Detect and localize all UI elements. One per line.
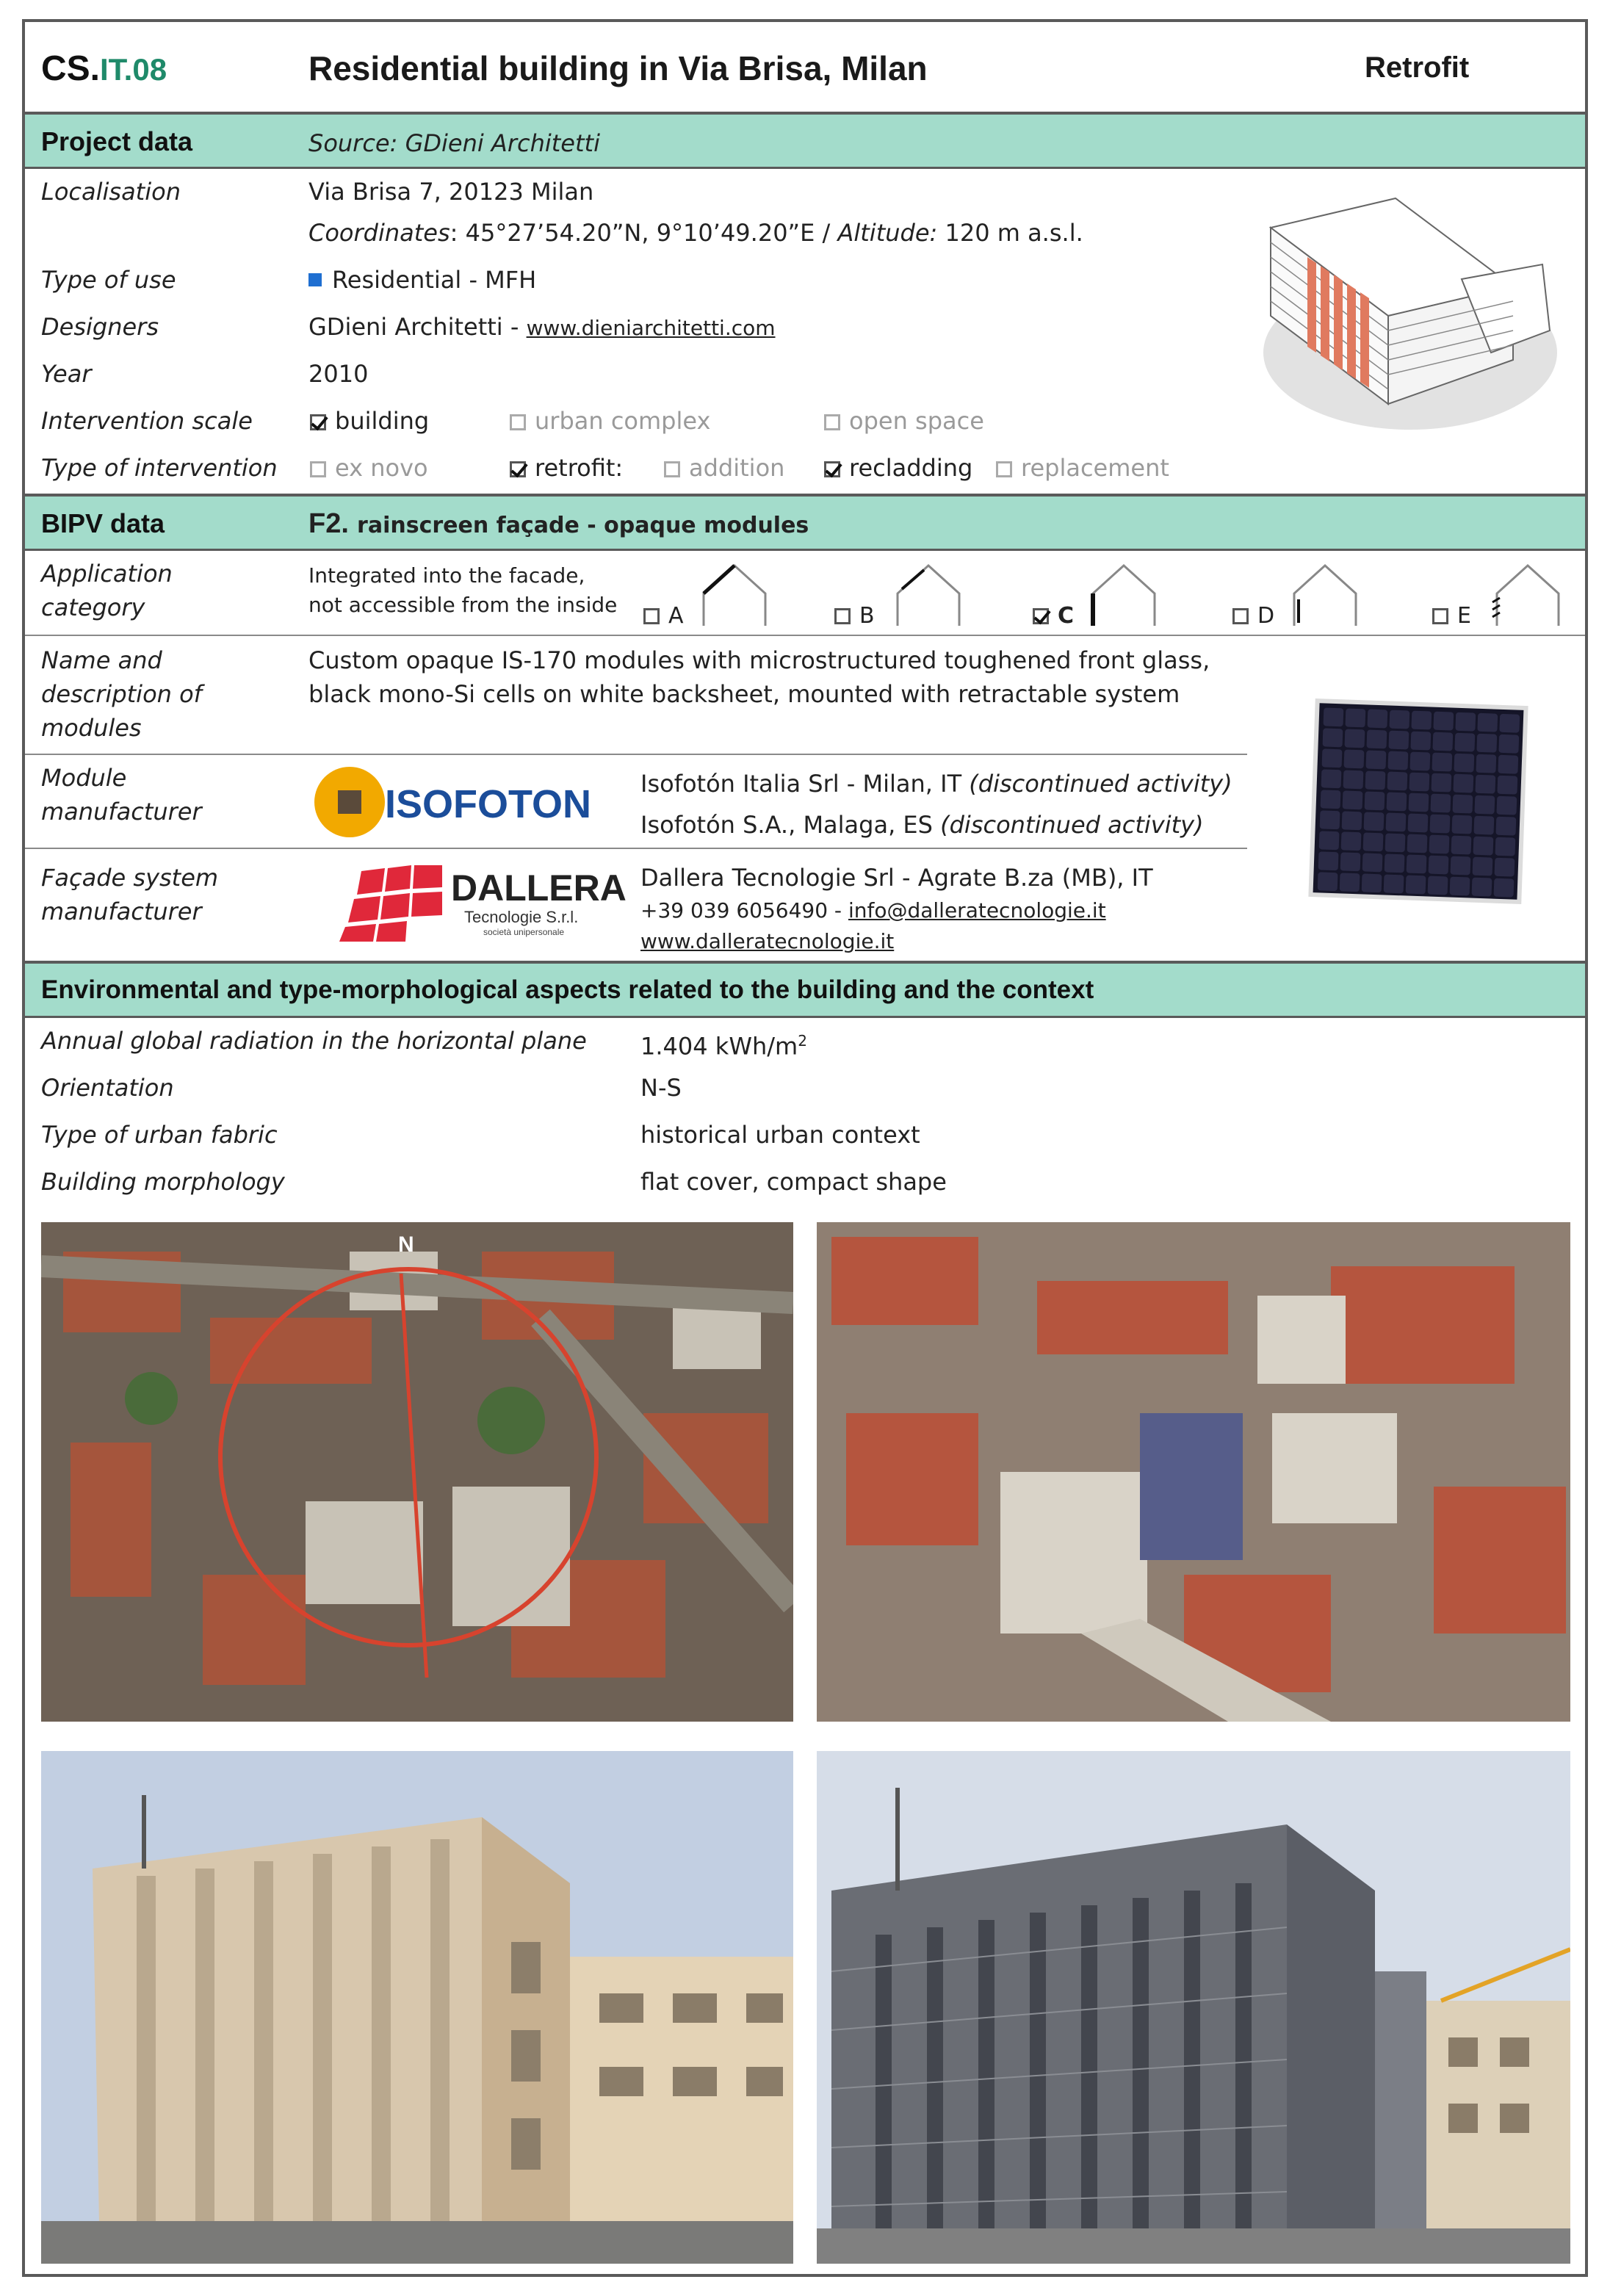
type-of-use-label: Type of use [41,266,176,294]
pv-cell [1451,836,1472,855]
checkbox-empty-icon [1232,608,1249,624]
designers-value: GDieni Architetti - www.dieniarchitetti.com [308,313,776,341]
module-name-label: Name and description of modules [41,646,202,742]
pv-cell [1365,791,1385,810]
pv-cell [1367,710,1387,729]
pv-cell [1498,734,1519,754]
aerial-map-photo [41,1222,793,1722]
checkbox-checked-icon [510,461,526,477]
pv-cell [1429,835,1450,854]
building-before-photo [41,1751,793,2264]
pv-cell [1365,770,1386,790]
pv-cell [1475,775,1495,794]
pv-cell [1473,837,1494,856]
pv-cell [1453,774,1473,793]
coordinates-line: Coordinates: 45°27’54.20”N, 9°10’49.20”E / Altitude: 120 m a.s.l. [308,219,1083,247]
north-marker: N [398,1232,414,1257]
year-value: 2010 [308,360,369,388]
pv-cell [1454,733,1475,752]
scale-open-space: open space [824,404,984,438]
pv-cell [1388,731,1409,750]
pv-cell [1476,734,1497,753]
divider [25,635,1585,636]
building-morphology-label: Building morphology [41,1168,285,1196]
pv-module-image [1304,695,1532,908]
house-roof-b-icon [892,561,965,627]
pv-cell [1343,770,1364,789]
intervention-addition: addition [664,451,784,485]
dallera-mark-icon [339,865,450,943]
pv-cell [1410,732,1431,751]
intervention-replacement: replacement [996,451,1169,485]
facade-manufacturer-contact: +39 039 6056490 - info@dalleratecnologie.it [640,898,1106,923]
pv-cell [1454,754,1474,773]
intervention-retrofit: retrofit: [510,451,623,485]
pv-cell [1477,713,1498,732]
pv-cell [1363,832,1384,851]
checkbox-checked-icon [824,461,840,477]
scale-building: building [310,404,429,438]
pv-cell [1494,878,1515,898]
pv-cell [1384,874,1404,893]
type-of-use-value: Residential - MFH [308,263,536,297]
house-facade-d-icon [1288,561,1362,627]
category-a: A [643,599,684,633]
pv-cell [1495,858,1515,877]
pv-cell [1324,707,1344,726]
divider [25,754,1247,755]
intervention-type-badge: Retrofit [1365,51,1470,84]
building-after-photo [817,1751,1570,2264]
aerial-oblique-photo [817,1222,1570,1722]
pv-cell [1407,855,1427,874]
pv-cell [1321,790,1341,809]
checkbox-checked-icon [310,414,326,430]
pv-cell [1340,873,1360,892]
type-of-intervention-label: Type of intervention [41,454,278,482]
pv-cell [1450,877,1470,896]
isofoton-sun-icon [311,764,388,840]
checkbox-empty-icon [1432,608,1448,624]
pv-cell [1411,711,1432,730]
module-manufacturer-2: Isofotón S.A., Malaga, ES (discontinued activity) [640,811,1204,839]
pv-cell [1432,753,1452,772]
urban-fabric-value: historical urban context [640,1121,920,1149]
pv-cell [1342,811,1362,830]
pv-cell [1323,728,1343,747]
pv-cell [1409,752,1430,771]
designers-label: Designers [41,313,159,341]
pv-cell [1387,772,1408,791]
checkbox-empty-icon [664,461,680,477]
category-e: E [1432,599,1471,633]
isofoton-logo: ISOFOTON [311,764,576,840]
facade-email-link[interactable]: info@dalleratecnologie.it [848,898,1106,923]
pv-cell [1387,751,1408,770]
pv-cell [1452,795,1473,814]
pv-cell [1497,776,1517,795]
pv-cell [1321,769,1342,788]
pv-cell [1320,810,1340,829]
house-shading-e-icon [1491,561,1564,627]
facade-web [640,927,894,956]
pv-cell [1498,755,1518,774]
page-title: Residential building in Via Brisa, Milan [308,49,928,87]
pv-cell [1474,795,1495,815]
pv-cell [1473,816,1494,835]
pv-cell [1407,834,1428,853]
checkbox-empty-icon [643,608,660,624]
bipv-data-heading: BIPV data [41,508,165,538]
pv-cell [1430,815,1451,834]
pv-cell [1429,856,1449,875]
pv-cell [1495,837,1515,856]
checkbox-empty-icon [310,461,326,477]
pv-cell [1431,794,1451,813]
pv-cell [1389,710,1409,729]
checkbox-empty-icon [834,608,851,624]
pv-cell [1318,851,1339,870]
pv-cell [1386,812,1407,831]
pv-cell [1344,749,1365,768]
building-axonometric-illustration [1249,184,1572,448]
pv-cell [1362,873,1382,892]
facade-manufacturer-label: Façade system manufacturer [41,864,219,925]
project-data-bar [25,112,1585,169]
orientation-value: N-S [640,1074,682,1102]
house-roof-a-icon [698,561,771,627]
pv-cell [1452,815,1473,834]
divider [25,848,1247,849]
radiation-value: 1.404 kWh/$m^2$ [640,1032,807,1061]
orientation-label: Orientation [41,1074,174,1102]
checkbox-empty-icon [510,414,526,430]
house-facade-c-icon [1087,561,1160,627]
pv-cell [1455,712,1476,732]
module-description: Custom opaque IS-170 modules with microstructured toughened front glass, black mono-Si cells on white backsheet, mounted with retractable system [308,646,1210,708]
application-description: Integrated into the facade, not accessible from the inside [308,563,618,617]
pv-cell [1476,754,1496,773]
year-label: Year [41,360,92,388]
pv-cell [1428,876,1448,895]
designers-link[interactable]: www.dieniarchitetti.com [526,316,776,340]
blue-square-icon [308,273,322,286]
checkbox-empty-icon [824,414,840,430]
bipv-system: F2. rainscreen façade - opaque modules [308,508,809,539]
pv-cell [1433,712,1454,731]
pv-cell [1362,853,1383,872]
pv-cell [1499,714,1520,733]
intervention-ex-novo: ex novo [310,451,428,485]
intervention-recladding: recladding [824,451,972,485]
pv-cell [1341,831,1362,851]
pv-cell [1322,748,1343,768]
pv-cell [1432,732,1453,751]
module-manufacturer-label: Module manufacturer [41,764,202,826]
radiation-label: Annual global radiation in the horizontal plane [41,1027,587,1055]
pv-cell [1431,773,1451,793]
pv-cell [1364,812,1385,831]
pv-cell [1496,796,1517,815]
pv-cell [1406,875,1426,894]
module-manufacturer-1: Isofotón Italia Srl - Milan, IT (discontinued activity) [640,770,1232,798]
pv-cell [1345,729,1365,748]
project-data-heading: Project data [41,126,193,156]
facade-web-link[interactable]: www.dalleratecnologie.it [640,929,895,953]
dallera-logo: DALLERA Tecnologie S.r.l. società unipersonale [339,864,589,945]
pv-cell [1409,773,1429,792]
environment-heading: Environmental and type-morphological aspects related to the building and the context [41,975,1094,1004]
category-c: C [1033,599,1074,633]
facade-manufacturer-name: Dallera Tecnologie Srl - Agrate B.za (MB), IT [640,864,1153,892]
localisation-label: Localisation [41,178,181,206]
pv-cell [1387,793,1407,812]
pv-cell [1473,857,1493,876]
pv-cell [1495,817,1516,836]
pv-cell [1385,853,1405,873]
scale-urban-complex: urban complex [510,404,710,438]
category-d: D [1232,599,1274,633]
pv-cell [1343,790,1363,809]
pv-cell [1408,814,1429,833]
project-source: Source: GDieni Architetti [308,129,600,157]
case-study-code: CS.IT.08 [41,49,167,88]
pv-cell [1451,856,1471,876]
pv-cell [1385,833,1406,852]
pv-cell [1318,872,1338,891]
urban-fabric-label: Type of urban fabric [41,1121,278,1149]
category-b: B [834,599,875,633]
application-category-label: Application category [41,560,173,621]
pv-cell [1472,878,1492,897]
pv-cell [1366,730,1387,749]
pv-cell [1409,793,1429,812]
checkbox-checked-icon [1033,608,1049,624]
intervention-scale-label: Intervention scale [41,407,253,435]
checkbox-empty-icon [996,461,1012,477]
pv-cell [1340,852,1361,871]
pv-cell [1345,708,1365,727]
localisation-address: Via Brisa 7, 20123 Milan [308,178,594,206]
pv-cell [1366,750,1387,769]
pv-cell [1319,831,1340,850]
building-morphology-value: flat cover, compact shape [640,1168,947,1196]
